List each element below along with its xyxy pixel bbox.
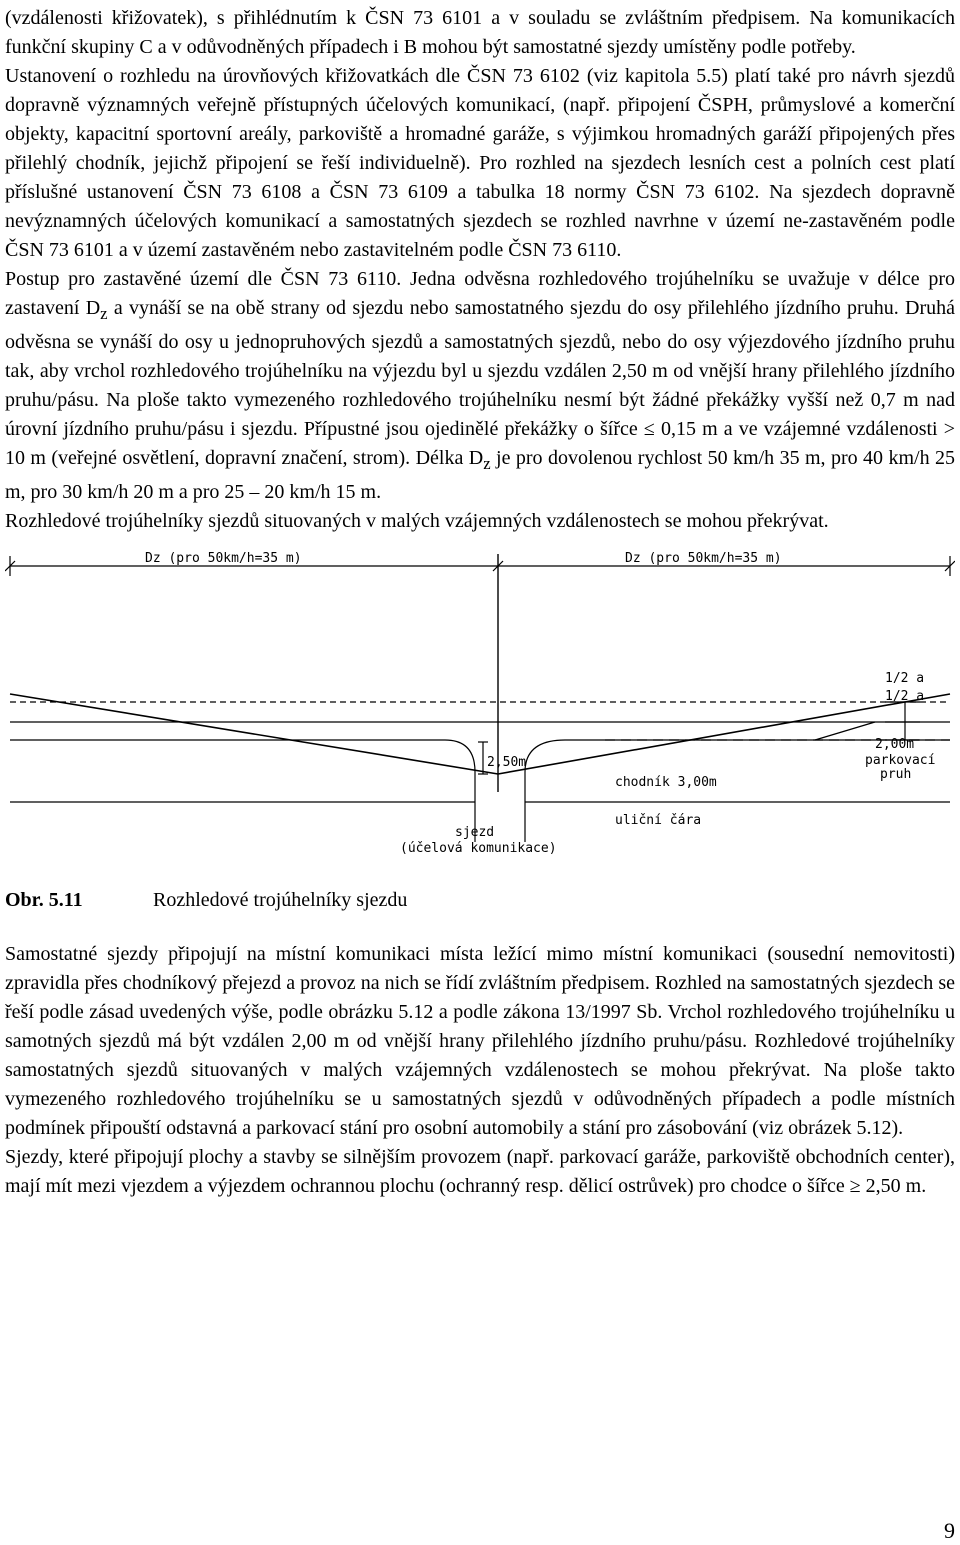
parking-width-label: 2,00m — [875, 737, 915, 752]
paragraph-visibility-rules: Ustanovení o rozhledu na úrovňových křižovatkách dle ČSN 73 6102 (viz kapitola 5.5) platí také pro návrh sjezdů dopravně významných veřejně přístupných účelových komunikací, (např. připojení ČSPH, průmyslové a komerční objekty, kapacitní sportovní areály, parkoviště a hromadné garáže, s výjimkou hromadných garáží připojených přes přilehlý chodník, jejichž připojení se řeší individuelně). Pro rozhled na sjezdech lesních cest a polních cest platí příslušné ustanovení ČSN 73 6108 a ČSN 73 6109 a tabulka 18 normy ČSN 73 6102. Na sjezdech dopravně nevýznamných účelových komunikací a samostatných sjezdech se rozhled navrhne v území ne-zastavěném podle ČSN 73 6101 a v území zastavěném nebo zastavitelném podle ČSN 73 6110. — [5, 65, 955, 261]
page-number: 9 — [944, 1518, 955, 1543]
dist-250-label: 2,50m — [487, 755, 527, 770]
driveway-label-2: (účelová komunikace) — [400, 841, 557, 856]
paragraph-overlap: Rozhledové trojúhelníky sjezdů situovaných v malých vzájemných vzdálenostech se mohou překrývat. — [5, 510, 829, 532]
parking-label-1: parkovací — [865, 753, 936, 768]
half-label-1: 1/2 a — [885, 671, 925, 686]
paragraph-built-up-area: Postup pro zastavěné území dle ČSN 73 6110. Jedna odvěsna rozhledového trojúhelníku se uvažuje v délce pro zastavení $D_z$ a vynáší se na obě strany od sjezdu nebo samostatného sjezdu do osy přilehlého jízdního pruhu. Druhá odvěsna se vynáší do osy u jednopruhových sjezdů a samostatných sjezdů, nebo do osy výjezdového jízdního pruhu tak, aby vrchol rozhledového trojúhelníku na výjezdu byl u sjezdu vzdálen 2,50 m od vnější hrany přilehlého jízdního pruhu/pásu. Na ploše takto vymezeného rozhledového trojúhelníku nesmí být žádné překážky vyšší než 0,7 m nad úrovní jízdního pruhu/pásu i sjezdu. Přípustné jsou ojedinělé překážky o šířce ≤ 0,15 m a ve vzájemné vzdálenosti > 10 m (veřejné osvětlení, dopravní značení, strom). Délka $D_z$ je pro dovolenou rychlost 50 km/h 35 m, pro 40 km/h 25 m, pro 30 km/h 20 m a pro 25 – 20 km/h 15 m. — [5, 268, 956, 503]
figure-caption — [5, 886, 955, 914]
figure-visibility-triangles — [5, 542, 955, 872]
parking-label-2: pruh — [880, 767, 912, 782]
figure-drawing — [5, 542, 955, 872]
dim-right-label: Dz (pro 50km/h=35 m) — [625, 551, 782, 566]
sidewalk-label: chodník 3,00m — [615, 775, 717, 790]
half-label-2: 1/2 a — [885, 689, 925, 704]
paragraph-heavy-traffic: Sjezdy, které připojují plochy a stavby se silnějším provozem (např. parkovací garáže, parkoviště obchodních center), mají mít mezi vjezdem a výjezdem ochrannou plochu (ochranný resp. dělicí ostrůvek) pro chodce o šířce ≥ 2,50 m. — [5, 1146, 955, 1197]
dim-left-label: Dz (pro 50km/h=35 m) — [145, 551, 302, 566]
paragraph-intro: (vzdálenosti křižovatek), s přihlédnutím k ČSN 73 6101 a v souladu se zvláštním předpisem. Na komunikacích funkční skupiny C a v odůvodněných případech i B mohou být samostatné sjezdy umístěny podle potřeby. — [5, 7, 955, 58]
street-line-label: uliční čára — [615, 813, 702, 828]
paragraph-standalone-driveways: Samostatné sjezdy připojují na místní komunikaci místa ležící mimo místní komunikaci (sousední nemovitosti) zpravidla přes chodníkový přejezd a provoz na nich se řídí zvláštním předpisem. Rozhled na samostatných sjezdech se řeší podle zásad uvedených výše, podle obrázku 5.12 a podle zákona 13/1997 Sb. Vrchol rozhledového trojúhelníku u samotných sjezdů má být vzdálen 2,00 m od vnější hrany přilehlého jízdního pruhu/pásu. Rozhledové trojúhelníky samostatných sjezdů situovaných v malých vzájemných vzdálenostech se mohou překrývat. Na ploše takto vymezeného rozhledového trojúhelníku se u samostatných sjezdů v odůvodněných případech a podle místních podmínek připouští odstavná a parkovací stání pro osobní automobily a stání pro zásobování (viz obrázek 5.12). — [5, 943, 955, 1139]
driveway-label-1: sjezd — [455, 825, 495, 840]
figure-title: Rozhledové trojúhelníky sjezdu — [153, 889, 408, 911]
figure-number: Obr. 5.11 — [5, 889, 83, 911]
document-page — [5, 4, 955, 1201]
